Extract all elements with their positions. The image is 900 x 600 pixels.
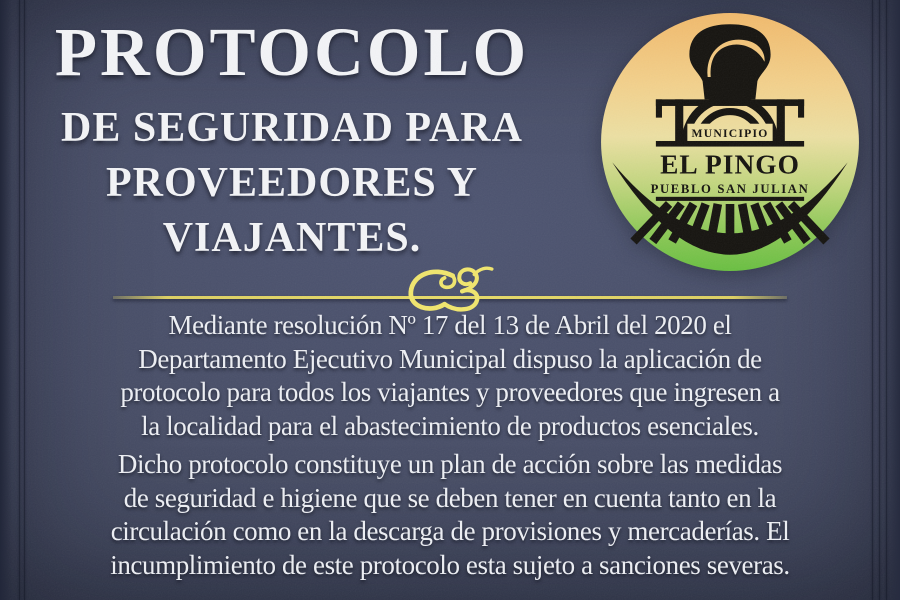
stitch-seam-left [24,0,25,600]
paragraph-line: de seguridad e higiene que se deben tener en cuenta tanto en la [123,482,777,513]
paragraph-line: Mediante resolución Nº 17 del 13 de Abril del 2020 el [168,310,732,340]
paragraph-line: protocolo para todos los viajantes y proveedores que ingresen a [120,377,780,407]
paragraph-resolution [22,309,878,443]
stitch-seam-right [886,0,887,600]
stitch-seam-right [879,0,880,600]
subtitle-line: DE SEGURIDAD PARA [61,105,523,151]
paragraph-line: Dicho protocolo constituye un plan de acción sobre las medidas [117,449,783,479]
paragraph-line: incumplimiento de este protocolo esta sujeto a sanciones severas. [110,549,790,580]
stitch-seam-left [19,0,20,600]
logo-locality-text: PUEBLO SAN JULIAN [650,181,810,196]
paragraph-line: Departamento Ejecutivo Municipal dispuso la aplicación de [138,343,762,374]
stitch-seam-right [872,0,873,600]
locomotive-front-icon [598,10,862,274]
poster-title: PROTOCOLO [54,14,530,90]
paragraph-line: la localidad para el abastecimiento de productos esenciales. [141,410,759,441]
municipal-logo [598,10,862,274]
subtitle-line: VIAJANTES. [162,215,422,261]
paragraph-line: circulación como en la descarga de provisiones y mercaderías. El [110,516,790,546]
logo-name-text: EL PINGO [660,149,800,180]
subtitle-line: PROVEEDORES Y [106,160,478,206]
title-block [18,14,566,266]
cover-edge-right [886,0,900,600]
poster-subtitle [18,101,566,266]
paragraph-protocol [22,448,878,582]
logo-municipio-text: MUNICIPIO [691,126,769,140]
cover-edge-left [0,0,12,600]
